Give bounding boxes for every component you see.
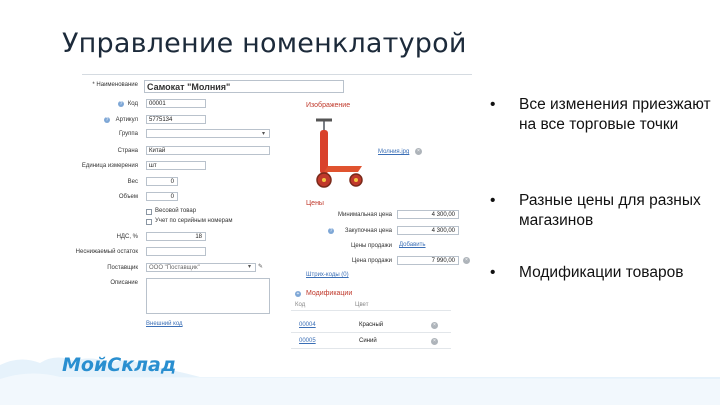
vat-input[interactable]: 18 [146,232,206,241]
delete-icon[interactable]: × [431,322,438,329]
bullet-dot-icon: • [490,96,496,113]
barcodes-link[interactable]: Штрих-коды (0) [306,272,349,278]
vat-label: НДС, % [116,234,138,240]
article-input[interactable]: 5775134 [146,115,206,124]
table-row[interactable] [291,318,451,333]
bullet-dot-icon: • [490,192,496,209]
bullet-text: Все изменения приезжают на все торговые точки [519,96,711,133]
sale-price-label: Цена продажи [351,258,392,264]
delete-icon[interactable]: × [463,257,470,264]
volume-input[interactable]: 0 [146,192,178,201]
row-code[interactable]: 00005 [299,338,316,344]
serial-label: Учет по серийным номерам [155,218,233,224]
add-icon[interactable]: + [296,291,300,297]
sale-price-input[interactable]: 7 990,00 [397,256,459,265]
table-header [291,300,451,311]
min-stock-label: Неснижаемый остаток [75,249,138,255]
delete-icon[interactable]: × [431,338,438,345]
article-label: Артикул [115,117,138,123]
unit-label: Единица измерения [81,163,138,169]
edit-icon[interactable]: ✎ [258,264,264,270]
bullet-text: Модификации товаров [519,264,684,281]
group-select[interactable] [146,129,270,138]
column-header-code: Код [295,302,306,308]
image-file-link[interactable]: Молния.jpg [378,149,410,155]
external-code-link[interactable]: Внешний код [146,321,183,327]
weight-label: Вес [127,179,138,185]
add-price-link[interactable]: Добавить [399,242,426,248]
bullet-text: Разные цены для разных магазинов [519,192,701,229]
code-label: Код [127,101,138,107]
name-label: * Наименование [92,82,138,88]
divider [82,74,472,75]
product-card-screenshot [72,72,476,362]
logo: МойСклад [62,354,177,376]
min-stock-input[interactable] [146,247,206,256]
volume-label: Объем [118,194,138,200]
purchase-price-label: Закупочная цена [344,228,392,234]
description-textarea[interactable] [146,278,270,314]
slide-title: Управление номенклатурой [62,28,467,59]
name-input[interactable]: Самокат "Молния" [144,80,344,93]
min-price-label: Минимальная цена [337,212,392,218]
column-header-color: Цвет [355,302,369,308]
group-label: Группа [118,131,138,137]
country-label: Страна [117,148,138,154]
prices-title: Цены [306,200,324,207]
unit-input[interactable]: шт [146,161,206,170]
help-icon: ? [105,117,109,123]
min-price-input[interactable]: 4 300,00 [397,210,459,219]
modifications-title: Модификации [306,290,353,297]
code-input[interactable]: 00001 [146,99,206,108]
weight-input[interactable]: 0 [146,177,178,186]
row-color: Красный [359,322,384,328]
help-icon: ? [329,228,333,234]
weighted-checkbox[interactable] [146,209,152,215]
purchase-price-input[interactable]: 4 300,00 [397,226,459,235]
serial-checkbox[interactable] [146,219,152,225]
supplier-input[interactable]: ООО "Поставщик" [146,263,256,272]
supplier-label: Поставщик [107,265,138,271]
scooter-image [310,112,370,192]
table-row[interactable] [291,334,451,349]
other-prices-label: Цены продажи [350,243,392,249]
row-color: Синий [359,338,377,344]
delete-icon[interactable]: × [415,148,422,155]
row-code[interactable]: 00004 [299,322,316,328]
bullet-dot-icon: • [490,264,496,281]
chevron-down-icon[interactable]: ▾ [248,264,252,270]
help-icon: ? [119,101,123,107]
description-label: Описание [110,280,138,286]
country-input[interactable]: Китай [146,146,270,155]
weighted-label: Весовой товар [155,208,197,214]
chevron-down-icon[interactable]: ▾ [262,131,266,137]
image-section-title: Изображение [306,102,351,109]
